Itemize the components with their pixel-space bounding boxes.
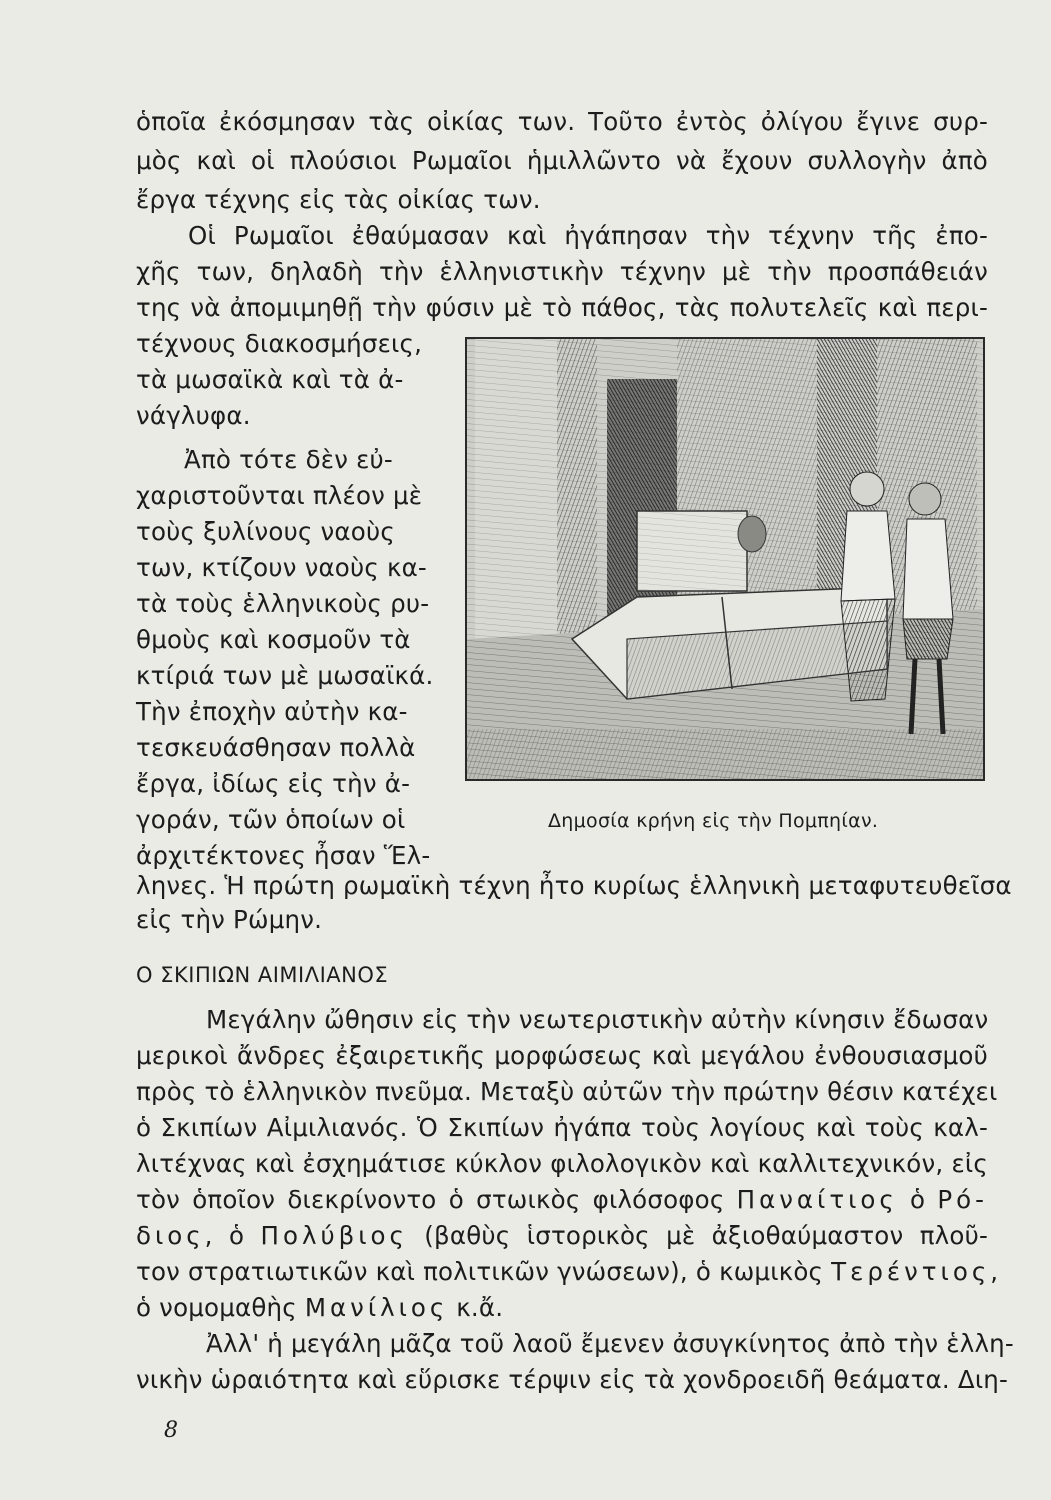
text-span: κ.ἄ. bbox=[448, 1293, 504, 1322]
person-name-rhodios: Ρό- bbox=[937, 1185, 988, 1214]
body-text-line: τὰ μωσαϊκὰ καὶ τὰ ἀ- bbox=[136, 365, 404, 394]
body-text-line bbox=[136, 1290, 503, 1326]
body-text-line: τεσκευάσθησαν πολλὰ bbox=[136, 733, 416, 762]
figure-caption: Δημοσία κρήνη εἰς τὴν Πομπηίαν. bbox=[548, 810, 879, 832]
fountain-engraving bbox=[465, 337, 985, 781]
body-text-line: ἔργα, ἰδίως εἰς τὴν ἀ- bbox=[136, 769, 411, 798]
text-span: ὁ bbox=[897, 1185, 938, 1214]
page-number: 8 bbox=[164, 1418, 178, 1443]
body-text-line: νάγλυφα. bbox=[136, 401, 251, 430]
body-text-line: εἰς τὴν Ρώμην. bbox=[136, 905, 323, 934]
body-text-line: ἔργα τέχνης εἰς τὰς οἰκίας των. bbox=[136, 185, 541, 214]
person-name-rhodios-cont: διος bbox=[136, 1221, 205, 1250]
body-text-line: χαριστοῦνται πλέον μὲ bbox=[136, 481, 423, 510]
fountain-illustration bbox=[467, 339, 983, 779]
body-text-line: νικὴν ὡραιότητα καὶ εὕρισκε τέρψιν εἰς τὰ χονδροειδῆ θεάματα. Διη- bbox=[136, 1365, 1009, 1394]
body-text-line: τέχνους διακοσμήσεις, bbox=[136, 329, 423, 358]
body-text-line: λιτέχνας καὶ ἐσχημάτισε κύκλον φιλολογικὸν καὶ καλλιτεχνικόν, εἰς bbox=[136, 1149, 988, 1178]
text-span: , ὁ bbox=[204, 1221, 261, 1250]
person-name-terentios: Τερέντιος, bbox=[831, 1257, 1002, 1286]
body-text-line: ἀρχιτέκτονες ἦσαν Ἕλ- bbox=[136, 841, 431, 870]
text-span: τὸν ὁποῖον διεκρίνοντο ὁ στωικὸς φιλόσοφος bbox=[136, 1185, 737, 1214]
body-text-line bbox=[136, 1218, 988, 1254]
person-name-manilios: Μανίλιος bbox=[304, 1293, 449, 1322]
section-heading: Ο ΣΚΙΠΙΩΝ ΑΙΜΙΛΙΑΝΟΣ bbox=[136, 963, 389, 987]
body-text-line: πρὸς τὸ ἑλληνικὸν πνεῦμα. Μεταξὺ αὐτῶν τὴν πρώτην θέσιν κατέχει bbox=[136, 1077, 998, 1106]
body-text-line: κτίριά των μὲ μωσαϊκά. bbox=[136, 661, 434, 690]
body-text-line: θμοὺς καὶ κοσμοῦν τὰ bbox=[136, 625, 411, 654]
body-text-line: των, κτίζουν ναοὺς κα- bbox=[136, 553, 427, 582]
body-text-line: Μεγάλην ὤθησιν εἰς τὴν νεωτεριστικὴν αὐτὴν κίνησιν ἔδωσαν bbox=[206, 1005, 989, 1034]
person-name-polybios: Πολύβιος bbox=[260, 1221, 408, 1250]
body-text-line: μὸς καὶ οἱ πλούσιοι Ρωμαῖοι ἡμιλλῶντο νὰ ἔχουν συλλογὴν ἀπὸ bbox=[136, 146, 988, 175]
body-text-line: Οἱ Ρωμαῖοι ἐθαύμασαν καὶ ἠγάπησαν τὴν τέχνην τῆς ἐπο- bbox=[188, 221, 988, 250]
text-span: (βαθὺς ἱστορικὸς μὲ ἀξιοθαύμαστον πλοῦ- bbox=[407, 1221, 988, 1250]
text-span: τον στρατιωτικῶν καὶ πολιτικῶν γνώσεων), ὁ κωμικὸς bbox=[136, 1257, 832, 1286]
body-text-line: Ἀλλ' ἡ μεγάλη μᾶζα τοῦ λαοῦ ἔμενεν ἀσυγκίνητος ἀπὸ τὴν ἑλλη- bbox=[206, 1329, 1014, 1358]
body-text-line: ληνες. Ἡ πρώτη ρωμαϊκὴ τέχνη ἦτο κυρίως ἑλληνικὴ μεταφυτευθεῖσα bbox=[136, 871, 1012, 900]
body-text-line: τοὺς ξυλίνους ναοὺς bbox=[136, 517, 395, 546]
body-text-line bbox=[136, 1254, 1002, 1290]
body-text-line: γοράν, τῶν ὁποίων οἱ bbox=[136, 805, 406, 834]
body-text-line: χῆς των, δηλαδὴ τὴν ἑλληνιστικὴν τέχνην μὲ τὴν προσπάθειάν bbox=[136, 257, 988, 286]
person-name-panaitios: Παναίτιος bbox=[736, 1185, 898, 1214]
body-text-line: ὁ Σκιπίων Αἰμιλιανός. Ὁ Σκιπίων ἠγάπα τοὺς λογίους καὶ τοὺς καλ- bbox=[136, 1113, 988, 1142]
body-text-line: ὁποῖα ἐκόσμησαν τὰς οἰκίας των. Τοῦτο ἐντὸς ὀλίγου ἔγινε συρ- bbox=[136, 107, 988, 136]
body-text-line: της νὰ ἀπομιμηθῇ τὴν φύσιν μὲ τὸ πάθος, τὰς πολυτελεῖς καὶ περι- bbox=[136, 293, 988, 322]
body-text-line: Τὴν ἐποχὴν αὐτὴν κα- bbox=[136, 697, 408, 726]
body-text-line bbox=[136, 1182, 988, 1218]
body-text-line: μερικοὶ ἄνδρες ἐξαιρετικῆς μορφώσεως καὶ μεγάλου ἐνθουσιασμοῦ bbox=[136, 1041, 988, 1070]
body-text-line: Ἀπὸ τότε δὲν εὐ- bbox=[184, 445, 393, 474]
text-span: ὁ νομομαθὴς bbox=[136, 1293, 305, 1322]
body-text-line: τὰ τοὺς ἑλληνικοὺς ρυ- bbox=[136, 589, 430, 618]
